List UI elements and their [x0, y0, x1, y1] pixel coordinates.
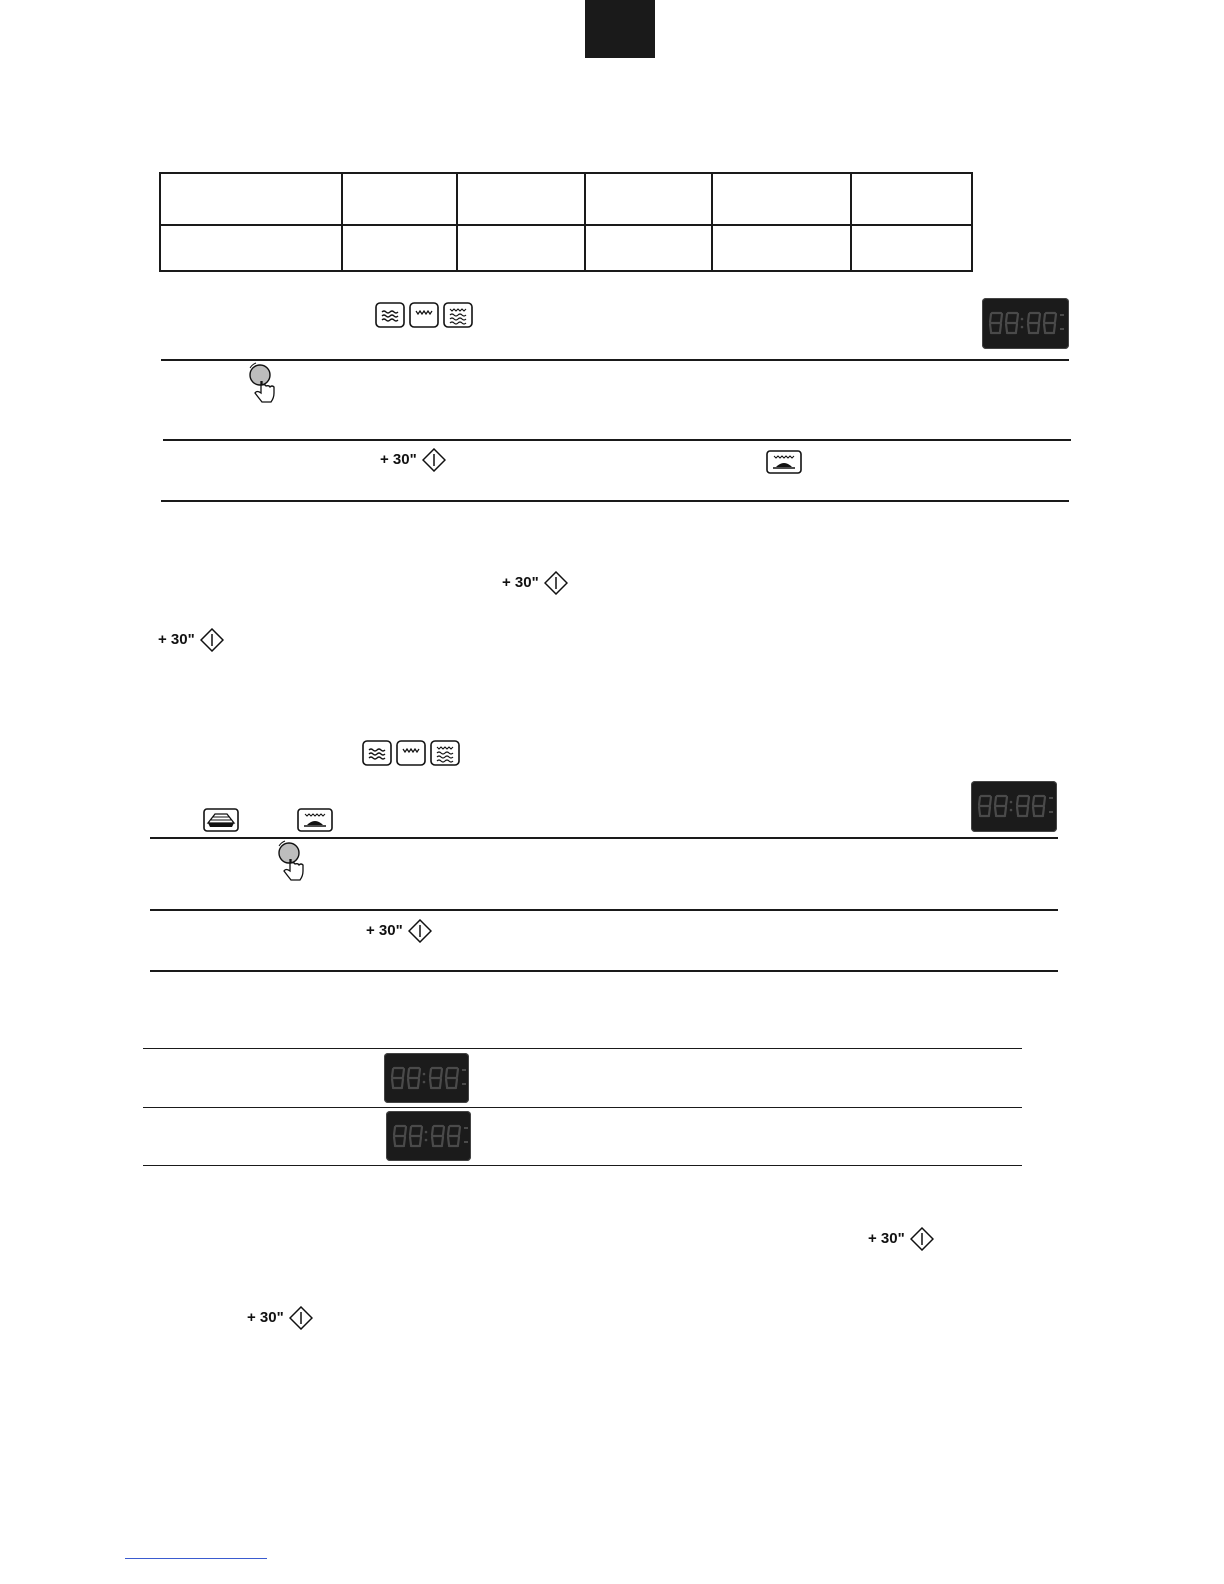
table-cell	[712, 173, 851, 225]
rotary-knob-hand-icon[interactable]	[275, 840, 309, 887]
divider	[150, 970, 1058, 972]
table-row	[160, 225, 972, 271]
convection-oven-icon[interactable]	[766, 450, 802, 479]
plus30-label[interactable]: + 30"	[366, 922, 403, 939]
microwave-grill-combo-icon[interactable]	[375, 302, 405, 333]
plus30-label[interactable]: + 30"	[158, 631, 195, 648]
colon-dot	[1021, 326, 1024, 329]
start-diamond-icon[interactable]	[544, 571, 568, 600]
colon-dot	[425, 1139, 428, 1142]
colon-dot	[423, 1081, 426, 1084]
table-cell	[712, 225, 851, 271]
plus30-label[interactable]: + 30"	[247, 1309, 284, 1326]
table-cell	[585, 173, 712, 225]
colon-dot	[423, 1073, 426, 1076]
colon-dot	[425, 1131, 428, 1134]
unit-indicator	[462, 1083, 466, 1085]
unit-indicator	[462, 1069, 466, 1071]
plus30-label[interactable]: + 30"	[502, 574, 539, 591]
divider	[150, 909, 1058, 911]
colon-dot	[1010, 809, 1013, 812]
segment-digit	[394, 1126, 406, 1146]
unit-indicator	[1049, 797, 1053, 799]
start-diamond-icon[interactable]	[408, 919, 432, 948]
table-cell	[851, 225, 972, 271]
table-cell	[457, 173, 585, 225]
segment-digit	[432, 1126, 444, 1146]
divider	[143, 1165, 1022, 1166]
unit-indicator	[1060, 328, 1064, 330]
divider	[143, 1107, 1022, 1108]
unit-indicator	[464, 1141, 468, 1143]
table-cell	[342, 225, 457, 271]
grill-icon[interactable]	[396, 740, 426, 771]
segment-digit	[1006, 313, 1018, 333]
segment-digit	[410, 1126, 422, 1146]
unit-indicator	[464, 1127, 468, 1129]
start-diamond-icon[interactable]	[422, 448, 446, 477]
table-cell	[342, 173, 457, 225]
plus30-label[interactable]: + 30"	[380, 451, 417, 468]
microwave-grill-combo-icon[interactable]	[362, 740, 392, 771]
divider	[143, 1048, 1022, 1049]
table-cell	[160, 173, 342, 225]
table-cell	[457, 225, 585, 271]
display-panel	[386, 1111, 471, 1161]
table-row	[160, 173, 972, 225]
colon-dot	[1010, 801, 1013, 804]
display-panel	[982, 298, 1069, 349]
convection-oven-icon[interactable]	[297, 808, 333, 837]
colon-dot	[1021, 318, 1024, 321]
table-cell	[851, 173, 972, 225]
segment-digit	[990, 313, 1002, 333]
display-digits	[384, 1053, 469, 1103]
divider	[163, 439, 1071, 441]
start-diamond-icon[interactable]	[910, 1227, 934, 1256]
segment-digit	[1017, 796, 1029, 816]
table-cell	[585, 225, 712, 271]
segment-digit	[1033, 796, 1045, 816]
display-digits	[971, 781, 1057, 832]
display-panel	[384, 1053, 469, 1103]
microwave-icon[interactable]	[430, 740, 460, 771]
start-diamond-icon[interactable]	[289, 1306, 313, 1335]
footer-link-underline	[125, 1558, 267, 1559]
unit-indicator	[1049, 811, 1053, 813]
grill-icon[interactable]	[409, 302, 439, 333]
unit-indicator	[1060, 314, 1064, 316]
segment-digit	[392, 1068, 404, 1088]
segment-digit	[995, 796, 1007, 816]
plus30-label[interactable]: + 30"	[868, 1230, 905, 1247]
segment-digit	[446, 1068, 458, 1088]
segment-digit	[448, 1126, 460, 1146]
divider	[161, 359, 1069, 361]
display-digits	[982, 298, 1069, 349]
divider	[161, 500, 1069, 502]
display-panel	[971, 781, 1057, 832]
segment-digit	[1044, 313, 1056, 333]
divider	[150, 837, 1058, 839]
page-tab-marker	[585, 0, 655, 58]
power-level-table	[159, 172, 973, 272]
segment-digit	[430, 1068, 442, 1088]
crisp-plate-icon[interactable]	[203, 808, 239, 837]
segment-digit	[979, 796, 991, 816]
segment-digit	[1028, 313, 1040, 333]
display-digits	[386, 1111, 471, 1161]
rotary-knob-hand-icon[interactable]	[246, 362, 280, 409]
segment-digit	[408, 1068, 420, 1088]
microwave-icon[interactable]	[443, 302, 473, 333]
start-diamond-icon[interactable]	[200, 628, 224, 657]
table-cell	[160, 225, 342, 271]
